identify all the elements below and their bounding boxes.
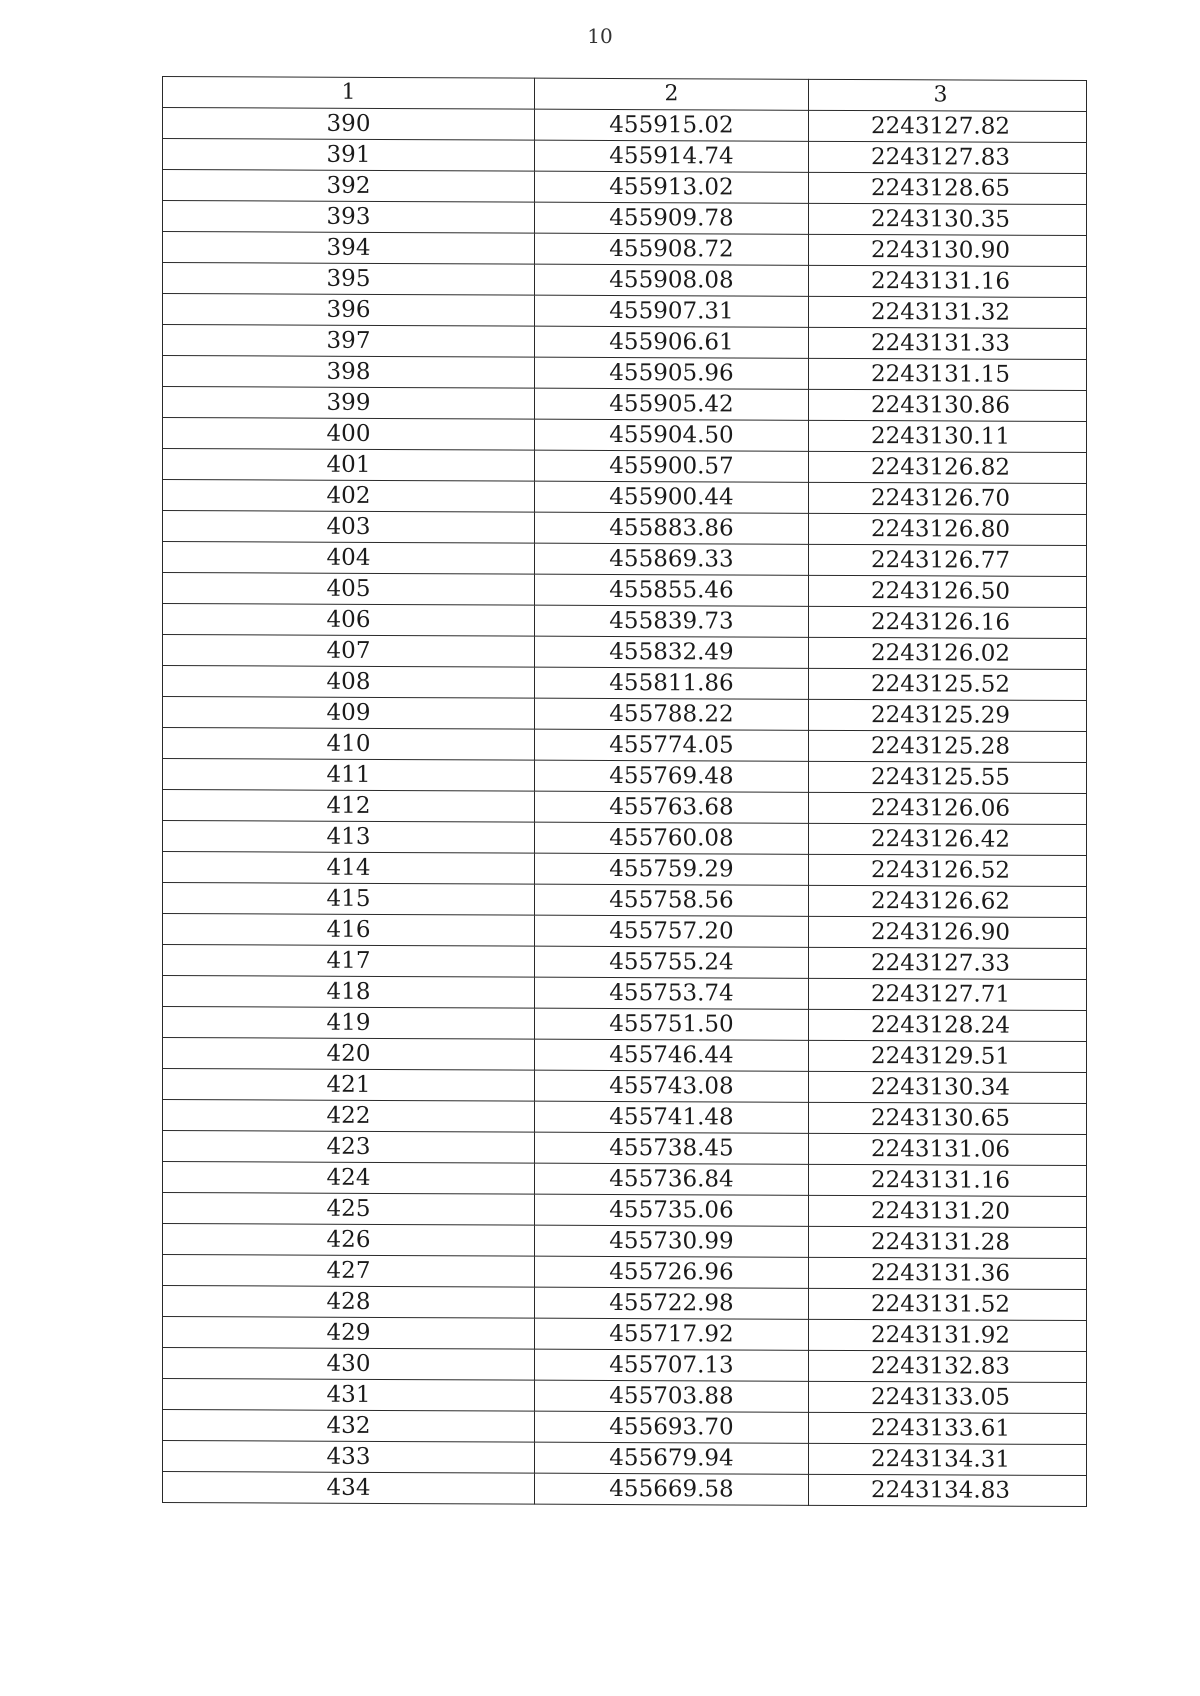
table-row [163, 511, 1087, 546]
x-coordinate-cell: 455914.74 [535, 140, 809, 172]
table-header [163, 77, 1087, 112]
x-coordinate-cell: 455707.13 [535, 1349, 809, 1381]
y-coordinate-cell: 2243126.52 [809, 854, 1087, 886]
x-coordinate-cell: 455905.96 [535, 357, 809, 389]
point-number-cell: 401 [163, 449, 535, 482]
y-coordinate-cell: 2243126.80 [809, 513, 1087, 545]
point-number-cell: 404 [163, 542, 535, 575]
column-header-3: 3 [809, 79, 1087, 111]
table-row [163, 325, 1087, 360]
x-coordinate-cell: 455722.98 [535, 1287, 809, 1319]
table-row [163, 1410, 1087, 1445]
point-number-cell: 399 [163, 387, 535, 420]
x-coordinate-cell: 455904.50 [535, 419, 809, 451]
table-row [163, 108, 1087, 143]
table-row [163, 759, 1087, 794]
y-coordinate-cell: 2243133.61 [809, 1412, 1087, 1444]
y-coordinate-cell: 2243131.20 [809, 1195, 1087, 1227]
point-number-cell: 411 [163, 759, 535, 792]
x-coordinate-cell: 455900.57 [535, 450, 809, 482]
table-row [163, 1255, 1087, 1290]
table-row [163, 1069, 1087, 1104]
point-number-cell: 413 [163, 821, 535, 854]
x-coordinate-cell: 455855.46 [535, 574, 809, 606]
y-coordinate-cell: 2243131.06 [809, 1133, 1087, 1165]
x-coordinate-cell: 455669.58 [535, 1473, 809, 1505]
y-coordinate-cell: 2243128.65 [809, 172, 1087, 204]
y-coordinate-cell: 2243125.28 [809, 730, 1087, 762]
x-coordinate-cell: 455693.70 [535, 1411, 809, 1443]
x-coordinate-cell: 455915.02 [535, 109, 809, 141]
table-row [163, 883, 1087, 918]
point-number-cell: 423 [163, 1131, 535, 1164]
y-coordinate-cell: 2243126.50 [809, 575, 1087, 607]
table-row [163, 821, 1087, 856]
y-coordinate-cell: 2243130.90 [809, 234, 1087, 266]
y-coordinate-cell: 2243126.70 [809, 482, 1087, 514]
point-number-cell: 406 [163, 604, 535, 637]
point-number-cell: 390 [163, 108, 535, 141]
table-row [163, 263, 1087, 298]
table-row [163, 170, 1087, 205]
y-coordinate-cell: 2243126.82 [809, 451, 1087, 483]
y-coordinate-cell: 2243126.06 [809, 792, 1087, 824]
table-row [163, 387, 1087, 422]
table-row [163, 418, 1087, 453]
table-row [163, 480, 1087, 515]
x-coordinate-cell: 455755.24 [535, 946, 809, 978]
x-coordinate-cell: 455788.22 [535, 698, 809, 730]
point-number-cell: 402 [163, 480, 535, 513]
y-coordinate-cell: 2243128.24 [809, 1009, 1087, 1041]
point-number-cell: 396 [163, 294, 535, 327]
header-row [163, 77, 1087, 112]
table-row [163, 1441, 1087, 1476]
y-coordinate-cell: 2243125.55 [809, 761, 1087, 793]
y-coordinate-cell: 2243131.33 [809, 327, 1087, 359]
table-row [163, 1162, 1087, 1197]
table-row [163, 604, 1087, 639]
point-number-cell: 415 [163, 883, 535, 916]
point-number-cell: 408 [163, 666, 535, 699]
x-coordinate-cell: 455738.45 [535, 1132, 809, 1164]
table-row [163, 666, 1087, 701]
point-number-cell: 428 [163, 1286, 535, 1319]
point-number-cell: 429 [163, 1317, 535, 1350]
point-number-cell: 394 [163, 232, 535, 265]
y-coordinate-cell: 2243130.65 [809, 1102, 1087, 1134]
table-row [163, 201, 1087, 236]
x-coordinate-cell: 455900.44 [535, 481, 809, 513]
y-coordinate-cell: 2243130.35 [809, 203, 1087, 235]
y-coordinate-cell: 2243131.28 [809, 1226, 1087, 1258]
point-number-cell: 398 [163, 356, 535, 389]
x-coordinate-cell: 455811.86 [535, 667, 809, 699]
x-coordinate-cell: 455763.68 [535, 791, 809, 823]
point-number-cell: 395 [163, 263, 535, 296]
y-coordinate-cell: 2243131.16 [809, 1164, 1087, 1196]
coordinates-table [162, 76, 1087, 1507]
y-coordinate-cell: 2243132.83 [809, 1350, 1087, 1382]
y-coordinate-cell: 2243133.05 [809, 1381, 1087, 1413]
x-coordinate-cell: 455760.08 [535, 822, 809, 854]
x-coordinate-cell: 455908.08 [535, 264, 809, 296]
y-coordinate-cell: 2243131.16 [809, 265, 1087, 297]
x-coordinate-cell: 455905.42 [535, 388, 809, 420]
point-number-cell: 434 [163, 1472, 535, 1505]
point-number-cell: 391 [163, 139, 535, 172]
table-row [163, 728, 1087, 763]
point-number-cell: 414 [163, 852, 535, 885]
point-number-cell: 418 [163, 976, 535, 1009]
y-coordinate-cell: 2243130.86 [809, 389, 1087, 421]
table-row [163, 976, 1087, 1011]
y-coordinate-cell: 2243125.29 [809, 699, 1087, 731]
table-row [163, 790, 1087, 825]
y-coordinate-cell: 2243131.92 [809, 1319, 1087, 1351]
point-number-cell: 430 [163, 1348, 535, 1381]
table-row [163, 573, 1087, 608]
y-coordinate-cell: 2243134.31 [809, 1443, 1087, 1475]
y-coordinate-cell: 2243127.82 [809, 110, 1087, 142]
table-body [163, 108, 1087, 1507]
y-coordinate-cell: 2243126.16 [809, 606, 1087, 638]
y-coordinate-cell: 2243127.33 [809, 947, 1087, 979]
column-header-1: 1 [163, 77, 535, 110]
table-row [163, 1286, 1087, 1321]
point-number-cell: 410 [163, 728, 535, 761]
point-number-cell: 427 [163, 1255, 535, 1288]
table-row [163, 356, 1087, 391]
y-coordinate-cell: 2243131.32 [809, 296, 1087, 328]
table-row [163, 1348, 1087, 1383]
point-number-cell: 392 [163, 170, 535, 203]
y-coordinate-cell: 2243131.15 [809, 358, 1087, 390]
table-row [163, 945, 1087, 980]
y-coordinate-cell: 2243126.90 [809, 916, 1087, 948]
y-coordinate-cell: 2243129.51 [809, 1040, 1087, 1072]
y-coordinate-cell: 2243126.02 [809, 637, 1087, 669]
point-number-cell: 400 [163, 418, 535, 451]
y-coordinate-cell: 2243127.71 [809, 978, 1087, 1010]
y-coordinate-cell: 2243125.52 [809, 668, 1087, 700]
x-coordinate-cell: 455736.84 [535, 1163, 809, 1195]
x-coordinate-cell: 455743.08 [535, 1070, 809, 1102]
table-row [163, 1379, 1087, 1414]
table-row [163, 542, 1087, 577]
x-coordinate-cell: 455908.72 [535, 233, 809, 265]
y-coordinate-cell: 2243134.83 [809, 1474, 1087, 1506]
table-row [163, 914, 1087, 949]
page-number: 10 [587, 24, 613, 48]
point-number-cell: 397 [163, 325, 535, 358]
point-number-cell: 425 [163, 1193, 535, 1226]
point-number-cell: 403 [163, 511, 535, 544]
point-number-cell: 424 [163, 1162, 535, 1195]
y-coordinate-cell: 2243126.42 [809, 823, 1087, 855]
point-number-cell: 420 [163, 1038, 535, 1071]
table-row [163, 1317, 1087, 1352]
point-number-cell: 426 [163, 1224, 535, 1257]
point-number-cell: 421 [163, 1069, 535, 1102]
x-coordinate-cell: 455909.78 [535, 202, 809, 234]
y-coordinate-cell: 2243130.11 [809, 420, 1087, 452]
x-coordinate-cell: 455769.48 [535, 760, 809, 792]
x-coordinate-cell: 455735.06 [535, 1194, 809, 1226]
x-coordinate-cell: 455906.61 [535, 326, 809, 358]
point-number-cell: 432 [163, 1410, 535, 1443]
x-coordinate-cell: 455757.20 [535, 915, 809, 947]
point-number-cell: 416 [163, 914, 535, 947]
x-coordinate-cell: 455679.94 [535, 1442, 809, 1474]
point-number-cell: 409 [163, 697, 535, 730]
x-coordinate-cell: 455759.29 [535, 853, 809, 885]
table-row [163, 1224, 1087, 1259]
x-coordinate-cell: 455741.48 [535, 1101, 809, 1133]
x-coordinate-cell: 455703.88 [535, 1380, 809, 1412]
table-row [163, 635, 1087, 670]
x-coordinate-cell: 455774.05 [535, 729, 809, 761]
x-coordinate-cell: 455758.56 [535, 884, 809, 916]
x-coordinate-cell: 455730.99 [535, 1225, 809, 1257]
x-coordinate-cell: 455726.96 [535, 1256, 809, 1288]
point-number-cell: 405 [163, 573, 535, 606]
point-number-cell: 393 [163, 201, 535, 234]
y-coordinate-cell: 2243130.34 [809, 1071, 1087, 1103]
point-number-cell: 417 [163, 945, 535, 978]
table-row [163, 139, 1087, 174]
y-coordinate-cell: 2243126.77 [809, 544, 1087, 576]
x-coordinate-cell: 455753.74 [535, 977, 809, 1009]
y-coordinate-cell: 2243131.52 [809, 1288, 1087, 1320]
table-row [163, 1007, 1087, 1042]
point-number-cell: 431 [163, 1379, 535, 1412]
table-row [163, 1131, 1087, 1166]
point-number-cell: 433 [163, 1441, 535, 1474]
table-row [163, 232, 1087, 267]
table-row [163, 1100, 1087, 1135]
y-coordinate-cell: 2243127.83 [809, 141, 1087, 173]
x-coordinate-cell: 455832.49 [535, 636, 809, 668]
y-coordinate-cell: 2243126.62 [809, 885, 1087, 917]
point-number-cell: 407 [163, 635, 535, 668]
point-number-cell: 422 [163, 1100, 535, 1133]
x-coordinate-cell: 455883.86 [535, 512, 809, 544]
table-row [163, 697, 1087, 732]
table-row [163, 449, 1087, 484]
point-number-cell: 419 [163, 1007, 535, 1040]
x-coordinate-cell: 455746.44 [535, 1039, 809, 1071]
point-number-cell: 412 [163, 790, 535, 823]
x-coordinate-cell: 455907.31 [535, 295, 809, 327]
table-row [163, 1038, 1087, 1073]
table-row [163, 852, 1087, 887]
table-row [163, 1472, 1087, 1507]
x-coordinate-cell: 455751.50 [535, 1008, 809, 1040]
y-coordinate-cell: 2243131.36 [809, 1257, 1087, 1289]
column-header-2: 2 [535, 78, 809, 110]
x-coordinate-cell: 455839.73 [535, 605, 809, 637]
x-coordinate-cell: 455869.33 [535, 543, 809, 575]
table-row [163, 1193, 1087, 1228]
x-coordinate-cell: 455913.02 [535, 171, 809, 203]
table-row [163, 294, 1087, 329]
x-coordinate-cell: 455717.92 [535, 1318, 809, 1350]
